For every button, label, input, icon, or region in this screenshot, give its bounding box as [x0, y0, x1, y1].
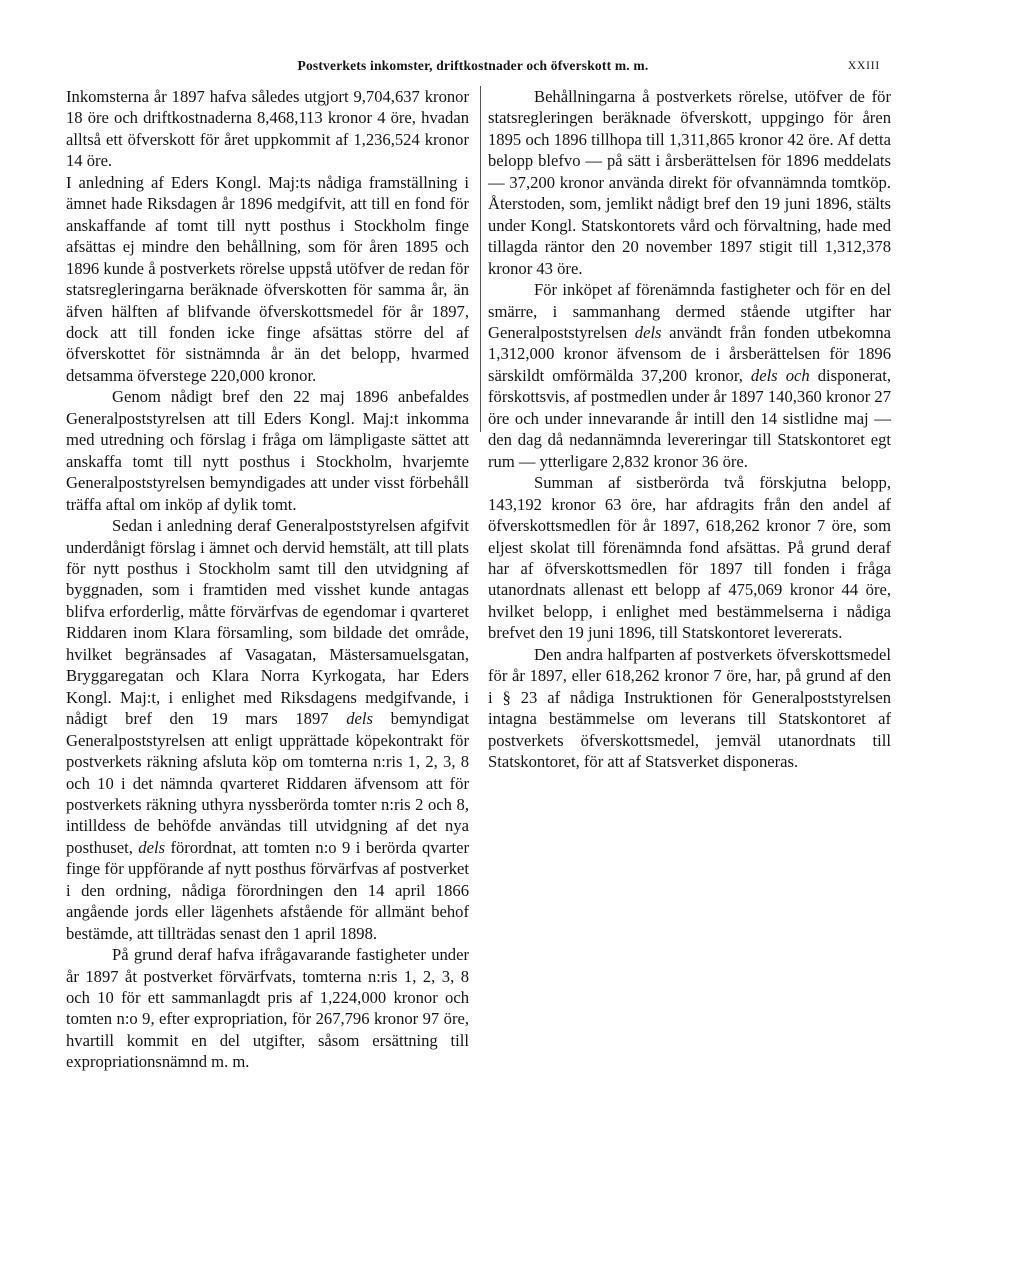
column-divider	[480, 86, 481, 432]
paragraph-second-half-surplus: Den andra halfparten af postverkets öfverskottsmedel för år 1897, eller 618,262 kronor 7 öre, har, på grund af den i § 23 af nådiga Instruktionen för Generalpoststyrelsen intagna bestämmelse om leverans till Statskontoret af postverkets öfverskottsmedel, jemväl utanordnats till Statskontoret, för att af Statsverket disponeras.	[488, 644, 891, 772]
page-header	[66, 58, 880, 80]
running-title: Postverkets inkomster, driftkostnader och öfverskott m. m.	[297, 58, 649, 73]
paragraph-income-summary: Inkomsterna år 1897 hafva således utgjort 9,704,637 kronor 18 öre och driftkostnaderna 8,468,113 kronor 4 öre, hvadan alltså ett öfverskott för året uppkommit af 1,236,524 kronor 14 öre.	[66, 87, 469, 171]
paragraph-properties-acquired: På grund deraf hafva ifrågavarande fastigheter under år 1897 åt postverket förvärfvats, tomterna n:ris 1, 2, 3, 8 och 10 för ett sammanlagdt pris af 1,224,000 kronor och tomten n:o 9, efter expropriation, för 267,796 kronor 97 öre, hvartill kommit en del utgifter, såsom ersättning till expropriationsnämnd m. m.	[66, 945, 469, 1072]
text-run: För inköpet af förenämnda fastigheter och för en del smärre, i sammanhang dermed stående utgifter har Generalpoststyrelsen	[488, 280, 891, 342]
paragraph-balances-1895-1896: Behållningarna å postverkets rörelse, utöfver de för statsregleringen beräknade öfverskott, uppgingo för åren 1895 och 1896 tillhopa till 1,311,865 kronor 42 öre. Af detta belopp blefvo — på sätt i årsberättelsen för 1896 meddelats — 37,200 kronor använda direkt för ofvannämnda tomtköp. Återstoden, som, jemlikt nådigt bref den 19 juni 1896, stälts under Kongl. Statskontorets vård och förvaltning, hade med tillagda räntor den 20 november 1897 stigit till 1,312,378 kronor 43 öre.	[488, 87, 891, 278]
text-run: disponerat, förskottsvis, af postmedlen under år 1897 140,360 kronor 27 öre och under innevarande år intill den 14 sistlidne maj — den dag då nedannämnda levereringar till Statskontoret egt rum — ytterligare 2,832 kronor 36 öre.	[488, 365, 891, 471]
page-number: XXIII	[847, 60, 880, 72]
emphasis-dels: dels	[346, 709, 373, 729]
text-run: bemyndigat Generalpoststyrelsen att enligt upprättade köpekontrakt för postverkets räkning afsluta köp om tomterna n:ris 1, 2, 3, 8 och 10 i det nämnda qvarteret Riddaren äfvensom att för postverkets räkning uthyra nyssberörda tomter n:ris 2 och 8, intilldess de behöfde användas till utvidgning af det nya posthuset,	[66, 709, 470, 857]
emphasis-dels: dels	[634, 322, 662, 342]
right-column	[488, 86, 891, 773]
paragraph-purchase-funding	[488, 279, 891, 472]
text-run: förordnat, att tomten n:o 9 i berörda qvarter finge för uppförande af nytt posthus förvärfvas af postverket i den ordning, nådiga förordningen den 14 april 1866 angående jords eller lägenhets afstående för allmänt behof bestämde, att tillträdas senast den 1 april 1898.	[66, 837, 469, 943]
emphasis-dels-och: dels och	[750, 365, 810, 385]
left-column	[66, 86, 469, 1073]
paragraph-royal-letter-1896: Genom nådigt bref den 22 maj 1896 anbefaldes Generalpoststyrelsen att till Eders Kongl. Maj:t inkomma med utredning och förslag i fråga om lämpligaste sättet att anskaffa tomt till nytt posthus i Stockholm, hvarjemte Generalpoststyrelsen bemyndigades att under visst förbehåll träffa aftal om inköp af dylik tomt.	[66, 387, 469, 514]
emphasis-dels: dels	[138, 837, 166, 857]
paragraph-proposal-riddaren	[66, 515, 469, 944]
paragraph-riksdag-consent: I anledning af Eders Kongl. Maj:ts nådiga framställning i ämnet hade Riksdagen år 1896 medgifvit, att till en fond för anskaffande af tomt till nytt posthus i Stockholm finge afsättas ej mindre den behållning, som för åren 1895 och 1896 kunde å postverkets rörelse uppstå utöfver de redan för statsregleringarna beräknade öfverskotten för samma år, än äfven hälften af blifvande öfverskottsmedel för år 1897, dock att till fonden icke finge afsättas större del af öfverskottet för sistnämnda år än det belopp, hvarmed detsamma öfverstege 220,000 kronor.	[66, 172, 469, 385]
paragraph-advances-deducted: Summan af sistberörda två förskjutna belopp, 143,192 kronor 63 öre, har afdragits från den andel af öfverskottsmedlen för år 1897, 618,262 kronor 7 öre, som eljest skolat till förenämnda fond afsättas. På grund deraf har af öfverskottsmedlen för 1897 till fonden i fråga utanordnats allenast ett belopp af 475,069 kronor 44 öre, hvilket belopp, i enlighet med bestämmelserna i nådiga brefvet den 19 juni 1896, till Statskontoret levererats.	[488, 473, 891, 643]
text-run: användt från fonden utbekomna 1,312,000 kronor äfvensom de i årsberättelsen för 1896 särskildt omförmälda 37,200 kronor,	[488, 322, 891, 385]
text-run: Sedan i anledning deraf Generalpoststyrelsen afgifvit underdånigt förslag i ämnet och dervid hemstält, att till plats för nytt posthus i Stockholm samt till den utvidgning af byggnaden, som i framtiden med visshet kunde antagas blifva erforderlig, måtte förvärfvas de egendomar i qvarteret Riddaren inom Klara församling, som bildade det område, hvilket begränsades af Vasagatan, Mästersamuelsgatan, Bryggaregatan och Klara Norra Kyrkogata, har Eders Kongl. Maj:t, i enlighet med Riksdagens medgifvande, i nådigt bref den 19 mars 1897	[66, 516, 469, 729]
